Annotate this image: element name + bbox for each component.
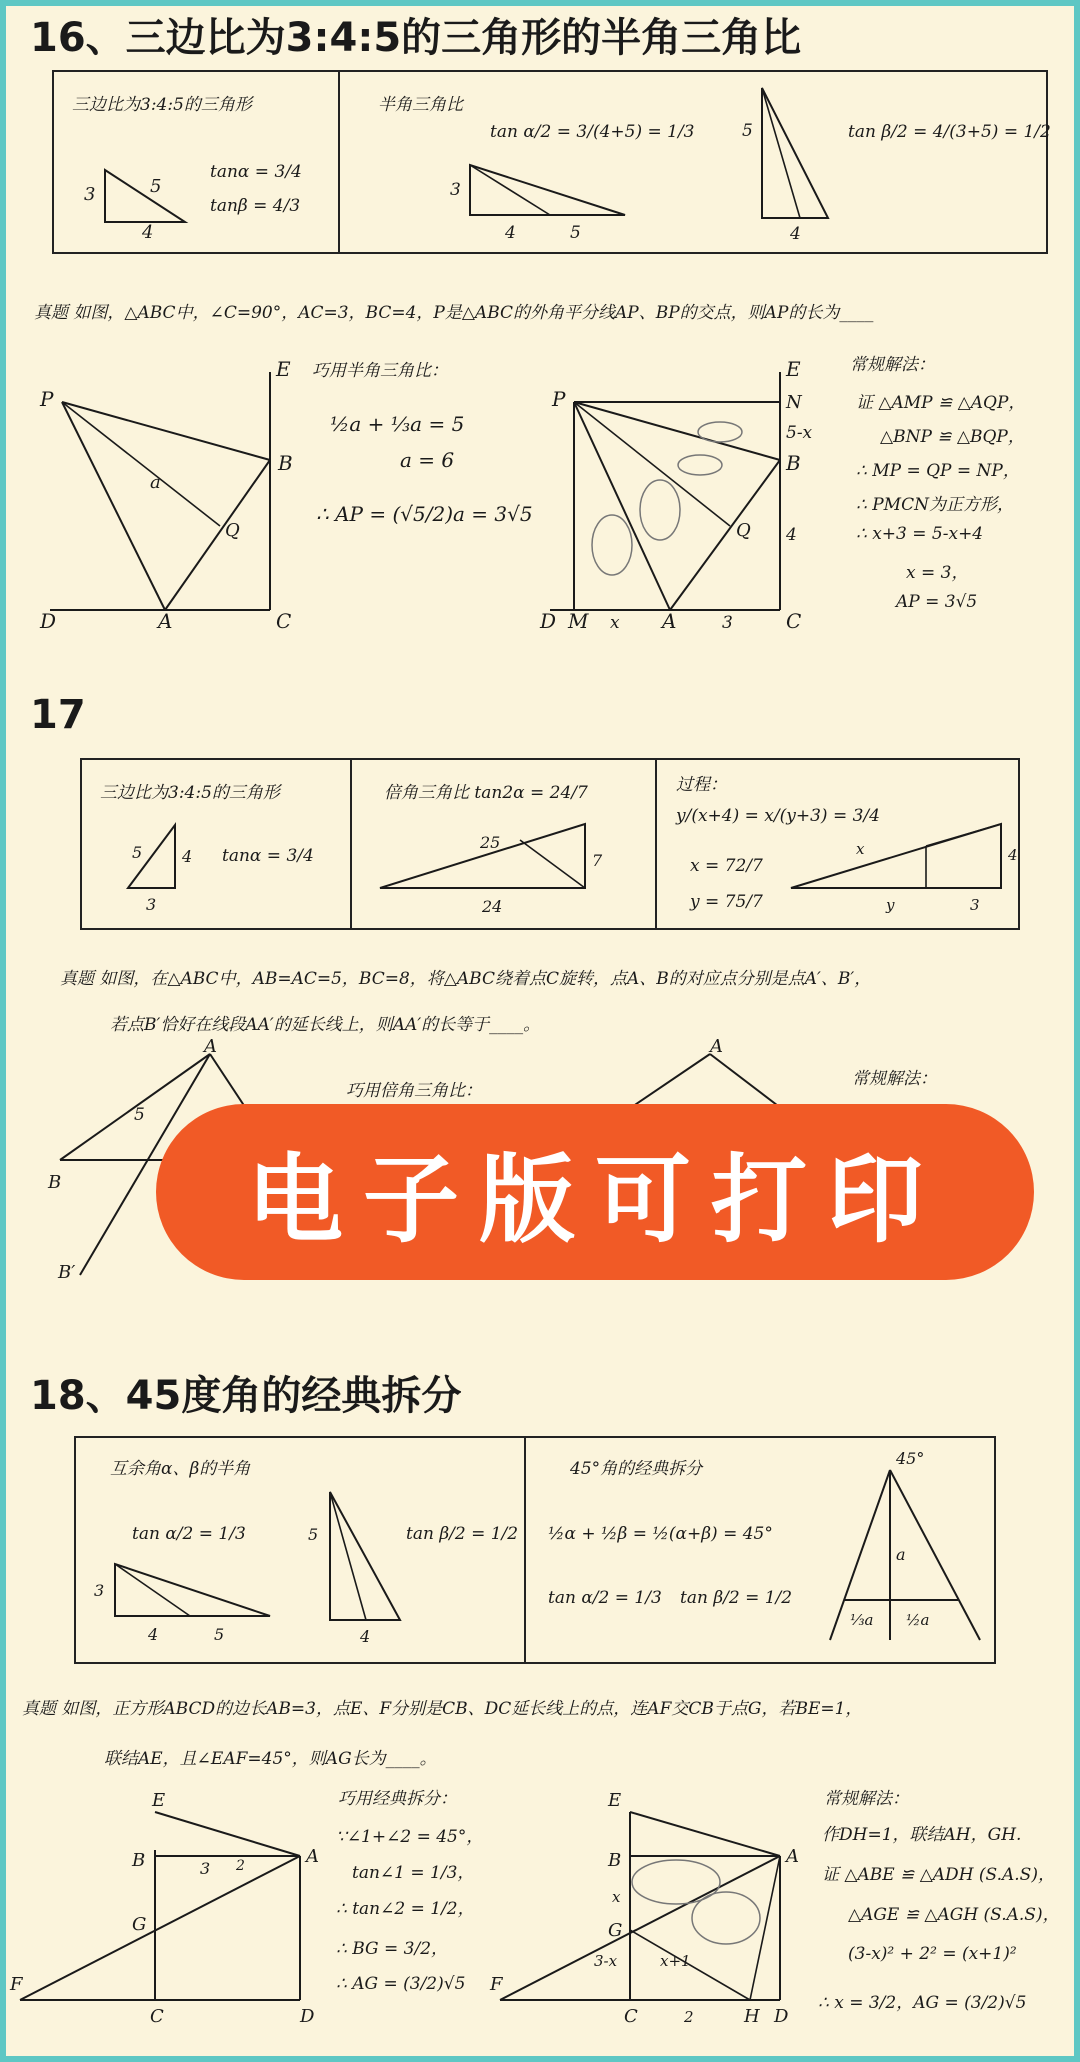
svg-text:A: A: [786, 1846, 799, 1867]
svg-text:G: G: [132, 1914, 147, 1935]
s18-method1-l1: ∵∠1+∠2 = 45°，: [336, 1827, 484, 1847]
svg-text:D: D: [774, 2006, 789, 2027]
s17-method1-title: 巧用倍角三角比：: [346, 1081, 482, 1101]
s16-method2-l5: ∴ x+3 = 5-x+4: [856, 524, 984, 544]
printable-banner: 电子版可打印: [160, 1108, 1030, 1276]
s18-figure-right: [490, 1790, 810, 2030]
svg-text:F: F: [490, 1974, 503, 1995]
svg-text:C: C: [624, 2006, 638, 2027]
svg-text:3: 3: [722, 613, 733, 633]
s16-method1-l3: ∴ AP = (√5/2)a = 3√5: [316, 502, 533, 526]
svg-text:x+1: x+1: [660, 1952, 691, 1970]
s16-method2-l3: ∴ MP = QP = NP，: [856, 461, 1020, 481]
s16-box-mid-title: 半角三角比: [378, 95, 463, 115]
section-16-title: 16、三边比为3:4:5的三角形的半角三角比: [30, 15, 802, 61]
svg-text:3: 3: [146, 895, 157, 914]
svg-text:7: 7: [592, 851, 603, 870]
s18-method2-title: 常规解法：: [824, 1789, 909, 1809]
s17-tan-alpha: tanα = 3/4: [222, 846, 314, 866]
s17-box-divider-1: [350, 758, 352, 930]
svg-text:3: 3: [84, 184, 96, 205]
s18-method1-title: 巧用经典拆分：: [338, 1789, 457, 1809]
svg-text:B: B: [48, 1172, 62, 1193]
svg-text:F: F: [10, 1974, 23, 1995]
svg-text:3-x: 3-x: [594, 1952, 618, 1970]
s16-half-alpha: tan α/2 = 3/(4+5) = 1/3: [490, 122, 695, 142]
s18-problem-l2: 联结AE，且∠EAF=45°，则AG长为____。: [104, 1749, 437, 1769]
svg-text:4: 4: [790, 224, 801, 244]
s18-method2-l5: ∴ x = 3/2，AG = (3/2)√5: [818, 1993, 1027, 2013]
s16-triangle-345: [70, 150, 190, 243]
s18-box-divider: [524, 1436, 526, 1664]
svg-text:3: 3: [450, 180, 461, 200]
svg-text:A: A: [306, 1846, 319, 1867]
svg-text:B: B: [278, 451, 293, 475]
s16-method2-l6: x = 3，: [906, 563, 969, 583]
s17-box-divider-2: [655, 758, 657, 930]
svg-text:24: 24: [482, 897, 503, 916]
s16-method2-l7: AP = 3√5: [896, 592, 978, 612]
s17-box-right-title: 过程：: [676, 775, 727, 795]
svg-text:a: a: [150, 472, 161, 493]
s16-method1-l1: ½a + ⅓a = 5: [330, 412, 465, 436]
s16-box-divider: [338, 70, 340, 254]
svg-text:D: D: [300, 2006, 315, 2027]
s16-method2-l1: 证 △AMP ≌ △AQP，: [856, 393, 1026, 413]
svg-text:C: C: [786, 609, 802, 633]
svg-text:P: P: [40, 387, 54, 411]
svg-text:E: E: [152, 1790, 166, 1811]
s18-method2-l2: 证 △ABE ≌ △ADH (S.A.S)，: [822, 1865, 1055, 1885]
svg-text:3: 3: [970, 896, 980, 914]
s18-half-beta: tan β/2 = 1/2: [406, 1524, 519, 1544]
s16-tan-alpha: tanα = 3/4: [210, 162, 302, 182]
s17-problem-l2: 若点B′恰好在线段AA′的延长线上，则AA′的长等于____。: [110, 1015, 541, 1035]
section-17-title: 17: [30, 692, 86, 738]
s18-method1-l4: ∴ BG = 3/2，: [336, 1939, 449, 1959]
svg-text:3: 3: [200, 1859, 211, 1878]
s17-double-angle-triangle: [370, 810, 620, 920]
s17-method2-title: 常规解法：: [852, 1069, 937, 1089]
s18-problem-l1: 真题 如图，正方形ABCD的边长AB=3，点E、F分别是CB、DC延长线上的点，连AF交CB于点G，若BE=1，: [22, 1699, 863, 1719]
s16-figure-right: [540, 357, 813, 633]
s16-method1-title: 巧用半角三角比：: [312, 361, 448, 381]
svg-text:A: A: [204, 1036, 217, 1057]
s17-triangle-345: [120, 820, 200, 920]
svg-text:N: N: [786, 392, 802, 413]
s18-box-right-title: 45°角的经典拆分: [570, 1459, 703, 1479]
s18-method1-l3: ∴ tan∠2 = 1/2，: [336, 1899, 475, 1919]
svg-text:E: E: [276, 357, 291, 381]
svg-text:x: x: [612, 1888, 621, 1906]
svg-text:A: A: [158, 609, 173, 633]
s16-method2-l4: ∴ PMCN为正方形，: [856, 495, 1014, 515]
s18-split-eq: ½α + ½β = ½(α+β) = 45°: [548, 1524, 773, 1544]
svg-text:M: M: [568, 609, 589, 633]
s17-eq2: x = 72/7: [690, 856, 763, 876]
svg-text:5: 5: [308, 1525, 319, 1544]
s18-method1-l2: tan∠1 = 1/3，: [352, 1863, 475, 1883]
s18-split-tan-b: tan β/2 = 1/2: [680, 1588, 793, 1608]
svg-text:4: 4: [142, 222, 154, 243]
svg-text:A: A: [710, 1036, 723, 1057]
svg-text:B′: B′: [58, 1262, 76, 1283]
s18-figure-left: [10, 1790, 330, 2030]
svg-text:E: E: [786, 357, 801, 381]
svg-text:5: 5: [150, 176, 162, 197]
svg-text:Q: Q: [736, 520, 751, 541]
svg-text:A: A: [662, 609, 677, 633]
s16-method1-l2: a = 6: [400, 448, 455, 472]
svg-text:E: E: [608, 1790, 622, 1811]
s18-half-alpha: tan α/2 = 1/3: [132, 1524, 246, 1544]
s16-half-beta: tan β/2 = 4/(3+5) = 1/2: [848, 122, 1051, 142]
svg-text:B: B: [786, 451, 801, 475]
svg-text:5: 5: [132, 843, 143, 862]
s18-method2-l3: △AGE ≌ △AGH (S.A.S)，: [848, 1905, 1060, 1925]
s17-problem-l1: 真题 如图，在△ABC中，AB=AC=5，BC=8，将△ABC绕着点C旋转，点A、B的对应点分别是点A′、B′，: [60, 969, 872, 989]
svg-text:½a: ½a: [906, 1611, 930, 1629]
s16-method2-title: 常规解法：: [850, 355, 935, 375]
svg-text:25: 25: [480, 833, 501, 852]
s16-half-beta-triangle: [740, 84, 850, 244]
s18-split-figure: [810, 1450, 990, 1650]
s16-half-alpha-triangle: [450, 160, 640, 244]
svg-text:45°: 45°: [896, 1449, 925, 1468]
s17-eq3: y = 75/7: [690, 892, 763, 912]
s18-method2-l4: (3-x)² + 2² = (x+1)²: [848, 1944, 1017, 1964]
svg-text:5: 5: [742, 121, 753, 141]
s16-method2-l2: △BNP ≌ △BQP，: [880, 427, 1025, 447]
s16-tan-beta: tanβ = 4/3: [210, 196, 301, 216]
s18-split-tan-a: tan α/2 = 1/3: [548, 1588, 662, 1608]
svg-text:B: B: [132, 1850, 146, 1871]
svg-text:5: 5: [214, 1625, 225, 1644]
svg-text:C: C: [150, 2006, 164, 2027]
svg-text:5-x: 5-x: [786, 423, 813, 443]
svg-text:4: 4: [505, 223, 516, 243]
svg-text:5: 5: [570, 223, 581, 243]
s16-problem: 真题 如图，△ABC中，∠C=90°，AC=3，BC=4，P是△ABC的外角平分线AP、BP的交点，则AP的长为____: [34, 303, 874, 323]
svg-text:4: 4: [182, 847, 193, 866]
s17-process-figure: [786, 810, 1016, 920]
svg-text:B: B: [608, 1850, 622, 1871]
svg-text:4: 4: [1008, 846, 1018, 864]
svg-text:⅓a: ⅓a: [850, 1611, 874, 1629]
svg-text:C: C: [276, 609, 292, 633]
section-18-title: 18、45度角的经典拆分: [30, 1373, 462, 1419]
s17-box-mid-title: 倍角三角比 tan2α = 24/7: [384, 783, 588, 803]
svg-text:3: 3: [94, 1581, 105, 1600]
s18-half-beta-triangle: [300, 1488, 410, 1648]
s18-box-left-title: 互余角α、β的半角: [110, 1459, 251, 1479]
svg-text:4: 4: [360, 1627, 371, 1646]
s18-method1-l5: ∴ AG = (3/2)√5: [336, 1974, 466, 1994]
svg-text:H: H: [744, 2006, 760, 2027]
svg-text:x: x: [610, 613, 620, 633]
svg-text:Q: Q: [225, 520, 240, 541]
s17-box-left-title: 三边比为3:4:5的三角形: [100, 783, 280, 803]
s16-box-left-title: 三边比为3:4:5的三角形: [72, 95, 252, 115]
s17-eq1: y/(x+4) = x/(y+3) = 3/4: [676, 806, 880, 826]
svg-text:4: 4: [148, 1625, 159, 1644]
svg-text:y: y: [886, 896, 895, 914]
svg-text:2: 2: [236, 1858, 245, 1874]
s18-half-alpha-triangle: [90, 1560, 290, 1650]
s16-figure-left: [40, 357, 310, 633]
svg-text:P: P: [552, 387, 566, 411]
svg-text:a: a: [896, 1545, 906, 1564]
svg-text:G: G: [608, 1920, 623, 1941]
svg-text:x: x: [856, 840, 865, 858]
s18-method2-l1: 作DH=1，联结AH，GH.: [822, 1825, 1022, 1845]
svg-text:D: D: [540, 609, 557, 633]
svg-text:4: 4: [786, 525, 797, 545]
svg-text:D: D: [40, 609, 57, 633]
svg-text:2: 2: [684, 2008, 694, 2026]
svg-text:5: 5: [134, 1105, 145, 1125]
